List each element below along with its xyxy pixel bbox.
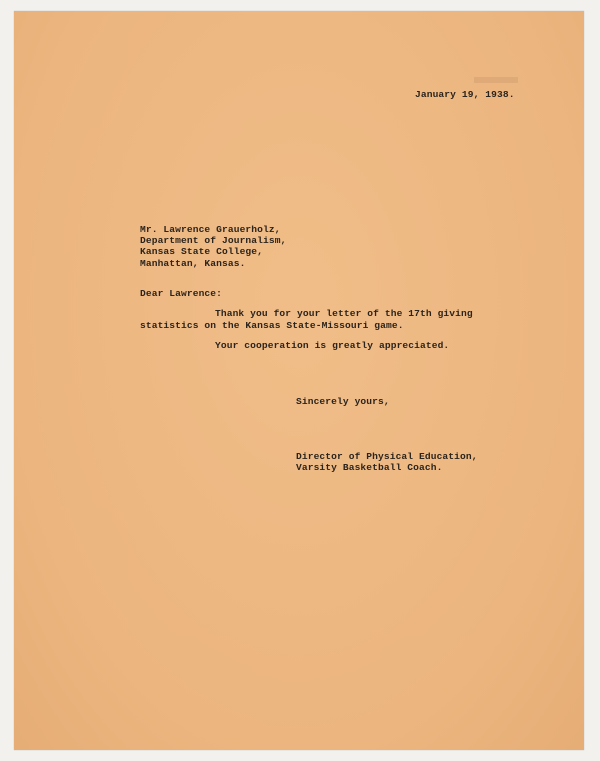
signature-title-1: Director of Physical Education, — [296, 451, 478, 462]
letter-date: January 19, 1938. — [415, 89, 515, 100]
body-paragraph-1-line-2: statistics on the Kansas State-Missouri game. — [140, 320, 404, 331]
body-paragraph-2: Your cooperation is greatly appreciated. — [215, 340, 450, 351]
recipient-city: Manhattan, Kansas. — [140, 258, 246, 269]
recipient-department: Department of Journalism, — [140, 235, 287, 246]
letter-page — [14, 11, 584, 750]
body-paragraph-1-line-1: Thank you for your letter of the 17th giving — [215, 308, 473, 319]
recipient-name: Mr. Lawrence Grauerholz, — [140, 224, 281, 235]
closing: Sincerely yours, — [296, 396, 390, 407]
recipient-institution: Kansas State College, — [140, 246, 264, 257]
salutation: Dear Lawrence: — [140, 288, 223, 299]
faint-mark — [474, 77, 518, 83]
signature-title-2: Varsity Basketball Coach. — [296, 462, 443, 473]
